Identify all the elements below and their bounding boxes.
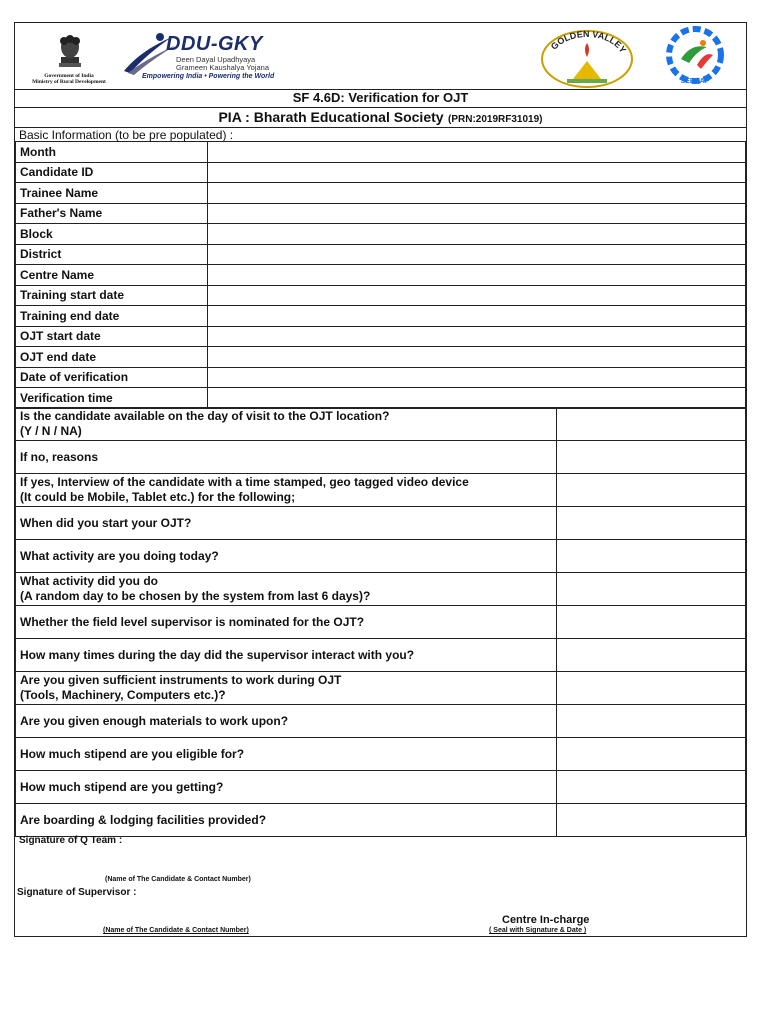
answer-field[interactable] <box>557 507 746 540</box>
question-line1: How much stipend are you eligible for? <box>20 746 245 761</box>
form-title: SF 4.6D: Verification for OJT <box>15 89 746 108</box>
seal-note: ( Seal with Signature & Date ) <box>489 927 587 934</box>
answer-field[interactable] <box>557 804 746 837</box>
question-text <box>16 639 557 672</box>
info-row <box>16 183 746 204</box>
question-line1: How much stipend are you getting? <box>20 779 224 794</box>
question-line1: What activity are you doing today? <box>20 548 219 563</box>
question-line1: When did you start your OJT? <box>20 515 192 530</box>
question-row <box>16 441 746 474</box>
answer-field[interactable] <box>557 738 746 771</box>
question-row <box>16 507 746 540</box>
info-row-value-field[interactable] <box>208 162 746 183</box>
info-row <box>16 306 746 327</box>
logo-row <box>15 23 746 90</box>
info-row-value-field[interactable] <box>208 224 746 245</box>
emblem-icon <box>21 29 117 73</box>
question-line1: If yes, Interview of the candidate with a time stamped, geo tagged video device <box>20 475 469 489</box>
info-row-label: Candidate ID <box>16 162 208 183</box>
question-text <box>16 738 557 771</box>
question-line1: Whether the field level supervisor is nominated for the OJT? <box>20 614 365 629</box>
ddu-gky-brand: DDU-GKY <box>166 33 263 55</box>
candidate-name-note-2: (Name of The Candidate & Contact Number) <box>103 927 249 934</box>
answer-field[interactable] <box>557 606 746 639</box>
question-line1: Are you given enough materials to work upon? <box>20 713 289 728</box>
answer-field[interactable] <box>557 540 746 573</box>
question-text <box>16 408 557 441</box>
info-row-label: Trainee Name <box>16 183 208 204</box>
ddu-sub2: Grameen Kaushalya Yojana <box>176 63 269 72</box>
q-team-signature-label: Signature of Q Team : <box>19 835 123 846</box>
svg-text:SEEDAP: SEEDAP <box>680 78 710 85</box>
question-line1: If no, reasons <box>20 449 99 464</box>
info-row-label: Centre Name <box>16 265 208 286</box>
centre-incharge-label: Centre In-charge <box>502 914 590 926</box>
info-row-label: OJT start date <box>16 326 208 347</box>
question-text <box>16 507 557 540</box>
info-row-value-field[interactable] <box>208 388 746 409</box>
info-row <box>16 224 746 245</box>
info-row-value-field[interactable] <box>208 285 746 306</box>
govt-caption-line1: Government of India <box>44 73 94 79</box>
answer-field[interactable] <box>557 639 746 672</box>
question-row <box>16 540 746 573</box>
question-line1: What activity did you do <box>20 574 159 588</box>
question-row <box>16 408 746 441</box>
info-row-value-field[interactable] <box>208 265 746 286</box>
question-text <box>16 705 557 738</box>
ddu-gky-logo <box>120 31 290 83</box>
info-row <box>16 142 746 163</box>
question-row <box>16 738 746 771</box>
info-row-label: Training end date <box>16 306 208 327</box>
seedap-gear-icon <box>651 25 739 87</box>
verification-form <box>14 22 747 937</box>
info-row <box>16 285 746 306</box>
info-row-value-field[interactable] <box>208 326 746 347</box>
question-line1: Are boarding & lodging facilities provided? <box>20 812 267 827</box>
ddu-tagline: Empowering India • Powering the World <box>142 73 275 80</box>
answer-field[interactable] <box>557 441 746 474</box>
info-row <box>16 203 746 224</box>
question-line2: (Y / N / NA) <box>20 424 82 438</box>
question-text <box>16 441 557 474</box>
ddu-sub1: Deen Dayal Upadhyaya <box>176 55 256 64</box>
info-row-label: Father's Name <box>16 203 208 224</box>
question-line1: How many times during the day did the supervisor interact with you? <box>20 647 415 662</box>
answer-field[interactable] <box>557 474 746 507</box>
info-row-label: OJT end date <box>16 347 208 368</box>
info-row <box>16 326 746 347</box>
golden-valley-badge-icon <box>537 27 637 89</box>
svg-text:GOLDEN VALLEY: GOLDEN VALLEY <box>548 28 629 55</box>
question-text <box>16 573 557 606</box>
question-row <box>16 573 746 606</box>
answer-field[interactable] <box>557 672 746 705</box>
info-row-value-field[interactable] <box>208 306 746 327</box>
seedap-logo <box>651 25 739 87</box>
question-row <box>16 639 746 672</box>
question-text <box>16 474 557 507</box>
info-row <box>16 367 746 388</box>
question-line2: (A random day to be chosen by the system from last 6 days)? <box>20 589 371 603</box>
supervisor-signature-label: Signature of Supervisor : <box>17 887 137 898</box>
info-row-value-field[interactable] <box>208 203 746 224</box>
pia-name: PIA : Bharath Educational Society <box>218 109 444 125</box>
question-row <box>16 474 746 507</box>
info-row <box>16 265 746 286</box>
info-row-value-field[interactable] <box>208 367 746 388</box>
question-text <box>16 672 557 705</box>
info-row <box>16 162 746 183</box>
answer-field[interactable] <box>557 705 746 738</box>
pia-header <box>15 107 746 128</box>
question-line2: (Tools, Machinery, Computers etc.)? <box>20 688 226 702</box>
basic-info-table <box>15 141 746 409</box>
question-row <box>16 672 746 705</box>
question-text <box>16 540 557 573</box>
question-row <box>16 705 746 738</box>
pia-prn: (PRN:2019RF31019) <box>448 114 543 125</box>
info-row-label: Date of verification <box>16 367 208 388</box>
question-text <box>16 606 557 639</box>
info-row-value-field[interactable] <box>208 183 746 204</box>
questions-table <box>15 407 746 837</box>
info-row-value-field[interactable] <box>208 142 746 163</box>
info-row <box>16 244 746 265</box>
info-row-value-field[interactable] <box>208 244 746 265</box>
govt-caption-line2: Ministry of Rural Development <box>32 79 106 85</box>
info-row-label: Training start date <box>16 285 208 306</box>
info-row-label: Verification time <box>16 388 208 409</box>
question-line1: Is the candidate available on the day of visit to the OJT location? <box>20 409 390 423</box>
answer-field[interactable] <box>557 771 746 804</box>
answer-field[interactable] <box>557 408 746 441</box>
golden-valley-logo <box>537 27 637 89</box>
question-row <box>16 606 746 639</box>
info-row-label: District <box>16 244 208 265</box>
question-line1: Are you given sufficient instruments to work during OJT <box>20 673 342 687</box>
question-line2: (It could be Mobile, Tablet etc.) for the following; <box>20 490 296 504</box>
basic-info-label: Basic Information (to be pre populated) : <box>19 128 234 142</box>
info-row <box>16 388 746 409</box>
answer-field[interactable] <box>557 573 746 606</box>
info-row <box>16 347 746 368</box>
info-row-value-field[interactable] <box>208 347 746 368</box>
question-row <box>16 804 746 837</box>
question-text <box>16 771 557 804</box>
info-row-label: Month <box>16 142 208 163</box>
question-text <box>16 804 557 837</box>
candidate-name-note-1: (Name of The Candidate & Contact Number) <box>105 876 251 883</box>
govt-emblem-logo <box>21 29 117 85</box>
info-row-label: Block <box>16 224 208 245</box>
question-row <box>16 771 746 804</box>
